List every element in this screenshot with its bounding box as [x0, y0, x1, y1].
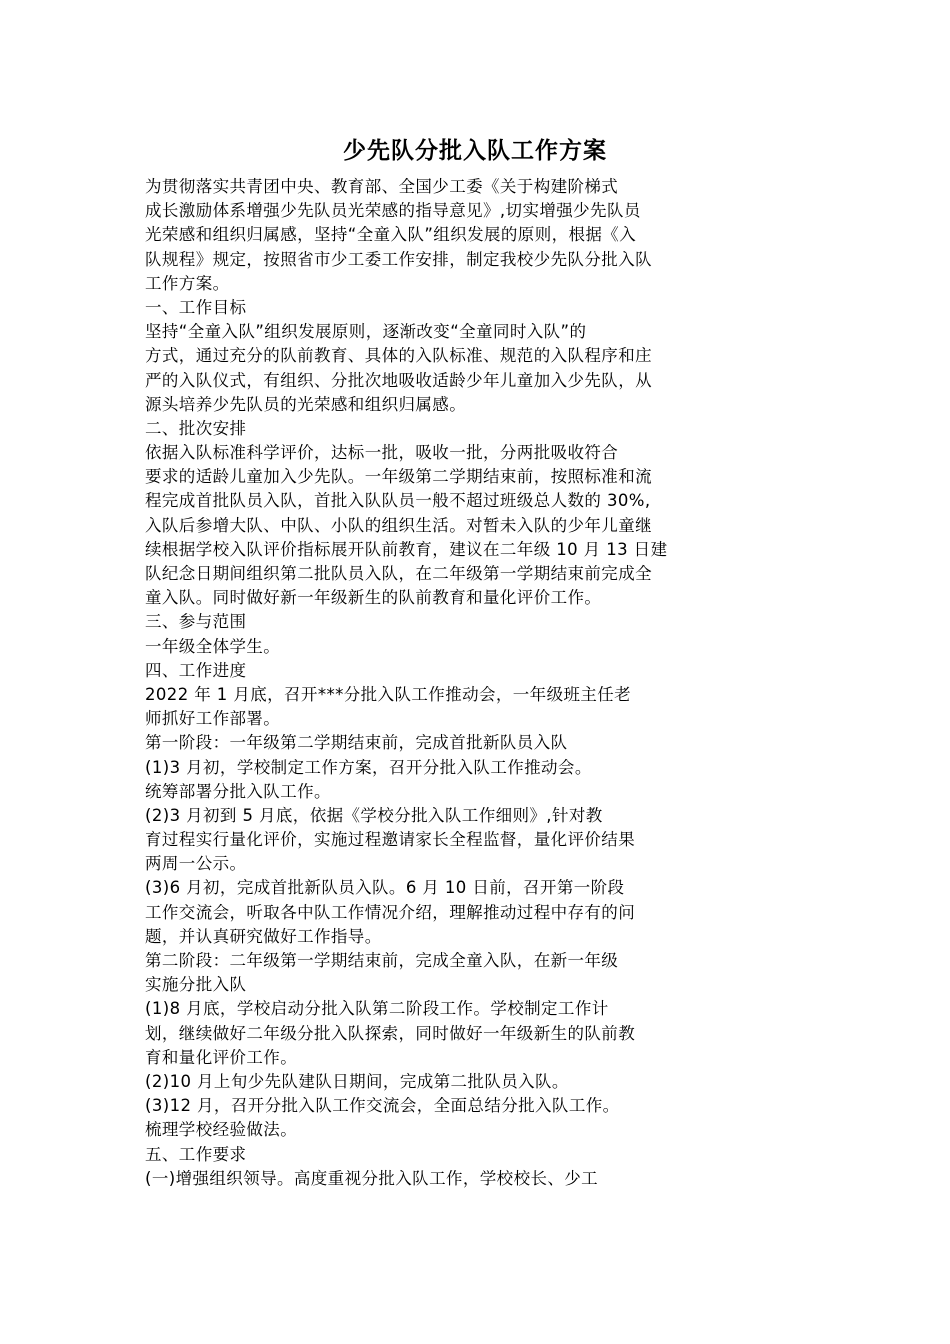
body-line: 四、工作进度 — [145, 660, 247, 680]
body-line: 工作方案。 — [145, 273, 230, 293]
body-line: 统筹部署分批入队工作。 — [145, 781, 331, 801]
body-line: 依据入队标准科学评价，达标一批，吸收一批，分两批吸收符合 — [145, 443, 619, 463]
body-line: 两周一公示。 — [145, 854, 247, 874]
body-line: 源头培养少先队员的光荣感和组织归属感。 — [145, 394, 467, 414]
body-line: 入队后参增大队、中队、小队的组织生活。对暂未入队的少年儿童继 — [145, 515, 652, 535]
body-line: (3)12 月，召开分批入队工作交流会，全面总结分批入队工作。 — [145, 1096, 620, 1116]
body-line: 一、工作目标 — [145, 297, 247, 317]
body-line: 实施分批入队 — [145, 975, 247, 995]
body-line: 队纪念日期间组织第二批队员入队，在二年级第一学期结束前完成全 — [145, 564, 652, 583]
body-line: 要求的适龄儿童加入少先队。一年级第二学期结束前，按照标准和流 — [145, 467, 652, 487]
body-line: 方式，通过充分的队前教育、具体的入队标准、规范的入队程序和庄 — [145, 346, 652, 366]
body-line: 划，继续做好二年级分批入队探索，同时做好一年级新生的队前教 — [145, 1023, 636, 1043]
body-line: 题，并认真研究做好工作指导。 — [145, 926, 382, 946]
document-body — [145, 175, 785, 1191]
body-line: 二、批次安排 — [145, 418, 247, 438]
body-line: 师抓好工作部署。 — [145, 709, 281, 729]
body-line: 五、工作要求 — [145, 1144, 247, 1164]
body-line: 续根据学校入队评价指标展开队前教育，建议在二年级 10 月 13 日建 — [145, 539, 668, 559]
body-line: 一年级全体学生。 — [145, 636, 281, 656]
body-line: 第一阶段：一年级第二学期结束前，完成首批新队员入队 — [145, 733, 568, 753]
body-line: 成长激励体系增强少先队员光荣感的指导意见》,切实增强少先队员 — [145, 201, 641, 221]
body-line: 程完成首批队员入队，首批入队队员一般不超过班级总人数的 30%, — [145, 491, 651, 511]
body-line: 育过程实行量化评价，实施过程邀请家长全程监督，量化评价结果 — [145, 830, 636, 850]
body-line: (1)3 月初，学校制定工作方案，召开分批入队工作推动会。 — [145, 757, 592, 777]
body-line: 童入队。同时做好新一年级新生的队前教育和量化评价工作。 — [145, 588, 602, 608]
body-line: 2022 年 1 月底，召开***分批入队工作推动会，一年级班主任老 — [145, 684, 632, 704]
body-line: 坚持“全童入队”组织发展原则，逐渐改变“全童同时入队”的 — [145, 322, 587, 342]
body-line: (2)3 月初到 5 月底，依据《学校分批入队工作细则》,针对教 — [145, 805, 603, 825]
body-line: (2)10 月上旬少先队建队日期间，完成第二批队员入队。 — [145, 1071, 569, 1091]
body-line: 三、参与范围 — [145, 612, 247, 632]
document-title: 少先队分批入队工作方案 — [343, 138, 607, 164]
body-line: 光荣感和组织归属感，坚持“全童入队”组织发展的原则，根据《入 — [145, 225, 637, 245]
body-line: 梳理学校经验做法。 — [145, 1120, 298, 1140]
body-line: (1)8 月底，学校启动分批入队第二阶段工作。学校制定工作计 — [145, 999, 609, 1019]
body-line: 育和量化评价工作。 — [145, 1047, 298, 1067]
body-line: (3)6 月初，完成首批新队员入队。6 月 10 日前，召开第一阶段 — [145, 878, 625, 898]
body-line: 第二阶段：二年级第一学期结束前，完成全童入队，在新一年级 — [145, 951, 619, 970]
body-line: (一)增强组织领导。高度重视分批入队工作，学校校长、少工 — [145, 1168, 599, 1188]
body-line: 队规程》规定，按照省市少工委工作安排，制定我校少先队分批入队 — [145, 249, 652, 269]
body-line: 为贯彻落实共青团中央、教育部、全国少工委《关于构建阶梯式 — [145, 177, 619, 196]
body-line: 工作交流会，听取各中队工作情况介绍，理解推动过程中存有的问 — [145, 902, 636, 922]
body-line: 严的入队仪式，有组织、分批次地吸收适龄少年儿童加入少先队，从 — [145, 370, 652, 390]
